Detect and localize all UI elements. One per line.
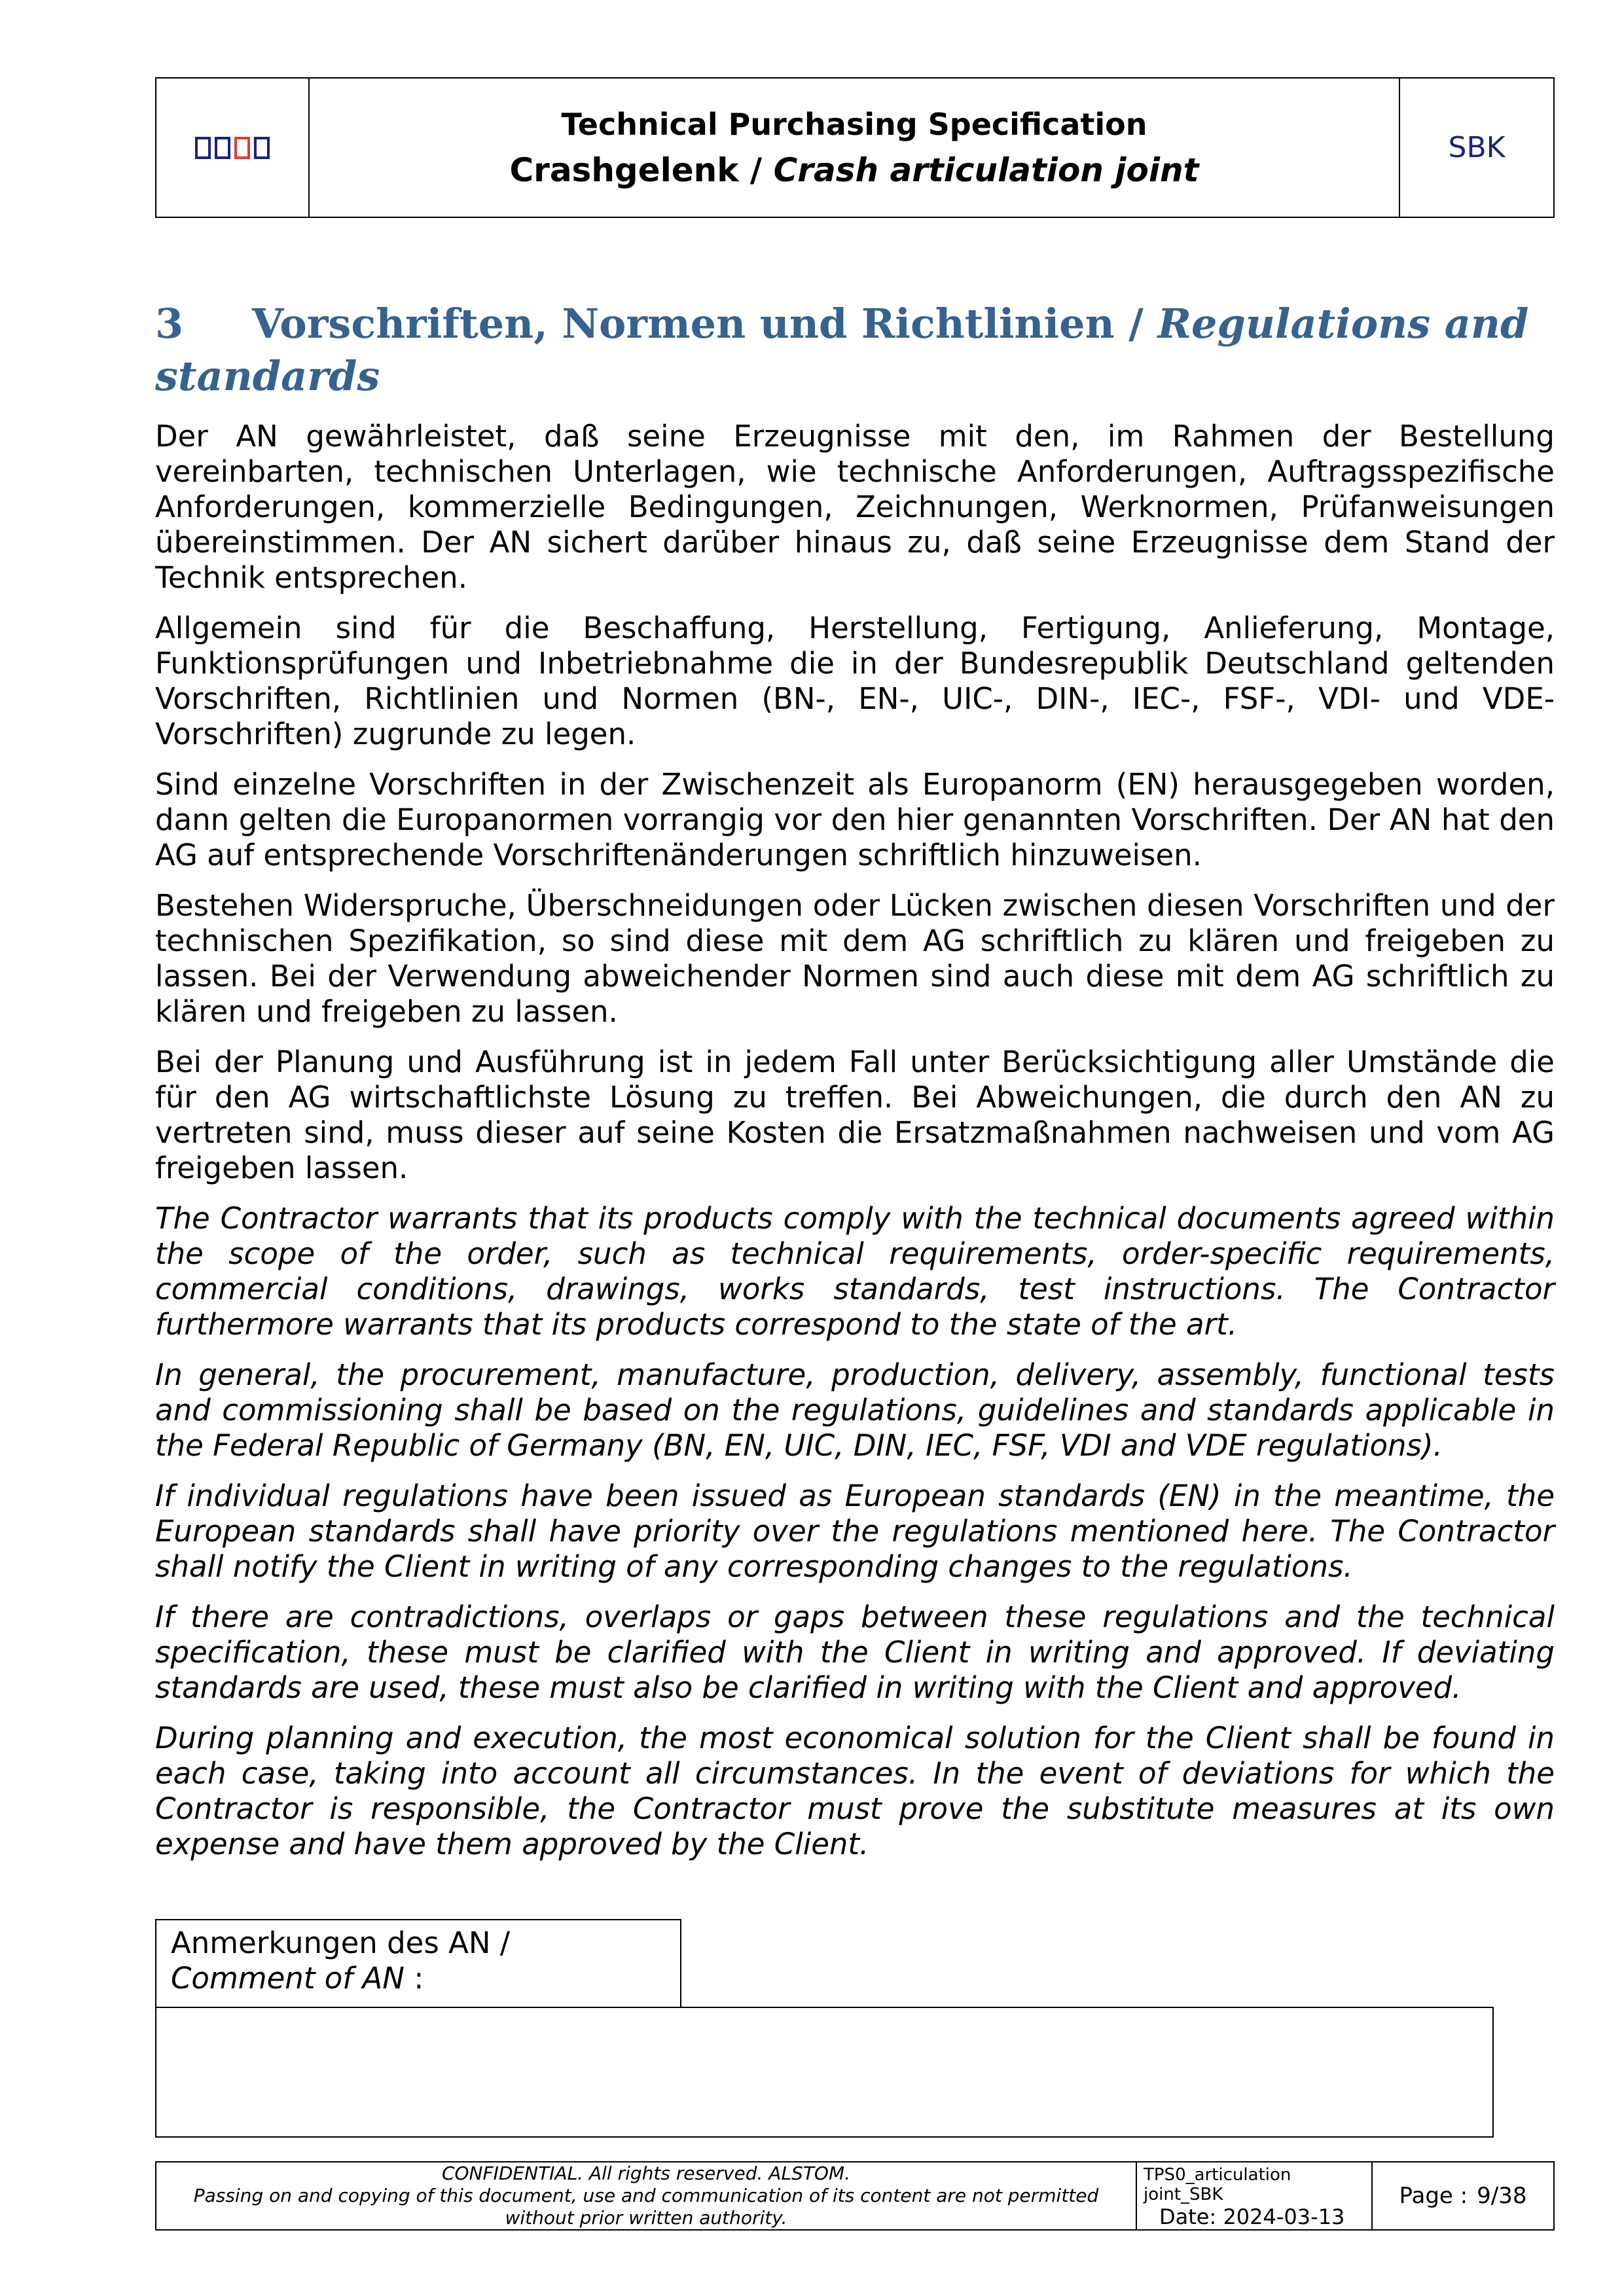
paragraph-de: Bei der Planung und Ausführung ist in jedem Fall unter Berücksichtigung aller Umstände die für den AG wirtschaftlichste Lösung zu treffen. Bei Abweichungen, die durch den AN zu vertreten sind, muss dieser auf seine Kosten die Ersatzmaßnahmen nachweisen und vom AG freigeben lassen.: [155, 1045, 1555, 1185]
section-heading: [155, 298, 1556, 403]
subtitle-de: Crashgelenk /: [509, 151, 774, 189]
paragraph-en: The Contractor warrants that its products comply with the technical documents agreed within the scope of the order, such as technical requirements, order-specific requirements, commercial conditions, drawings, works standards, test instructions. The Contractor furthermore warrants that its products correspond to the state of the art.: [155, 1201, 1555, 1342]
paragraph-en: In general, the procurement, manufacture, production, delivery, assembly, functional tests and commissioning shall be based on the regulations, guidelines and standards applicable in the Federal Republic of Germany (BN, EN, UIC, DIN, IEC, FSF, VDI and VDE regulations).: [155, 1357, 1555, 1463]
page-number: 9/38: [1477, 2183, 1527, 2209]
document-title: Technical Purchasing Specification: [561, 106, 1147, 142]
paragraph-de: Bestehen Widerspruche, Überschneidungen oder Lücken zwischen diesen Vorschriften und der technischen Spezifikation, so sind diese mit dem AG schriftlich zu klären und freigeben zu lassen. Bei der Verwendung abweichender Normen sind auch diese mit dem AG schriftlich zu klären und freigeben zu lassen.: [155, 888, 1555, 1029]
document-id-cell: [1137, 2162, 1373, 2229]
comment-label-box: [155, 1919, 681, 2008]
confidential-line: Passing on and copying of this document, use and communication of its content are not permitted: [193, 2185, 1099, 2206]
comment-field[interactable]: [155, 2007, 1494, 2138]
confidential-line: CONFIDENTIAL. All rights reserved. ALSTOM.: [441, 2162, 851, 2184]
subtitle-en: Crash articulation joint: [773, 151, 1199, 189]
paragraph-en: During planning and execution, the most economical solution for the Client shall be found in each case, taking into account all circumstances. In the event of deviations for which the Contractor is responsible, the Contractor must prove the substitute measures at its own expense and have them approved by the Client.: [155, 1721, 1555, 1861]
page-footer: [155, 2161, 1555, 2231]
confidential-line: without prior written authority.: [505, 2207, 787, 2229]
comment-label-en: Comment of AN: [171, 1961, 405, 1996]
page-label: Page :: [1399, 2183, 1468, 2209]
document-date: Date: 2024-03-13: [1159, 2204, 1345, 2229]
comment-label-de: Anmerkungen des AN /: [171, 1926, 511, 1960]
document-id-cont: joint_SBK: [1144, 2185, 1223, 2204]
paragraph-de: Allgemein sind für die Beschaffung, Herstellung, Fertigung, Anlieferung, Montage, Funktionsprüfungen und Inbetriebnahme die in der Bundesrepublik Deutschland geltenden Vorschriften, Richtlinien und Normen (BN-, EN-, UIC-, DIN-, IEC-, FSF-, VDI- und VDE-Vorschriften) zugrunde zu legen.: [155, 611, 1555, 751]
document-title-cell: [310, 79, 1400, 217]
document-subtitle: [509, 151, 1199, 189]
logo-cell: [156, 79, 310, 217]
page-number-cell: [1373, 2162, 1553, 2229]
document-id: TPS0_articulation: [1144, 2165, 1291, 2185]
section-title-en: Regulations and standards: [155, 300, 1529, 400]
page-header: [155, 77, 1555, 218]
paragraph-en: If individual regulations have been issued as European standards (EN) in the meantime, the European standards shall have priority over the regulations mentioned here. The Contractor shall notify the Client in writing of any corresponding changes to the regulations.: [155, 1479, 1555, 1584]
paragraph-de: Der AN gewährleistet, daß seine Erzeugnisse mit den, im Rahmen der Bestellung vereinbarten, technischen Unterlagen, wie technische Anforderungen, Auftragsspezifische Anforderungen, kommerzielle Bedingungen, Zeichnungen, Werknormen, Prüfanweisungen übereinstimmen. Der AN sichert darüber hinaus zu, daß seine Erzeugnisse dem Stand der Technik entsprechen.: [155, 419, 1555, 595]
paragraph-de: Sind einzelne Vorschriften in der Zwischenzeit als Europanorm (EN) herausgegeben worden, dann gelten die Europanormen vorrangig vor den hier genannten Vorschriften. Der AN hat den AG auf entsprechende Vorschriftenänderungen schriftlich hinzuweisen.: [155, 767, 1555, 872]
alstom-logo-icon: [195, 137, 270, 159]
section-title-de: Vorschriften, Normen und Richtlinien /: [252, 300, 1158, 348]
paragraph-en: If there are contradictions, overlaps or gaps between these regulations and the technical specification, these must be clarified with the Client in writing and approved. If deviating standards are used, these must also be clarified in writing with the Client and approved.: [155, 1600, 1555, 1705]
comment-label-en-line: [171, 1961, 666, 1996]
confidentiality-notice: [156, 2162, 1137, 2229]
section-body: [155, 419, 1555, 1877]
comment-label-suffix: :: [404, 1961, 424, 1996]
document-code: SBK: [1448, 131, 1506, 164]
section-number: 3: [155, 300, 184, 348]
